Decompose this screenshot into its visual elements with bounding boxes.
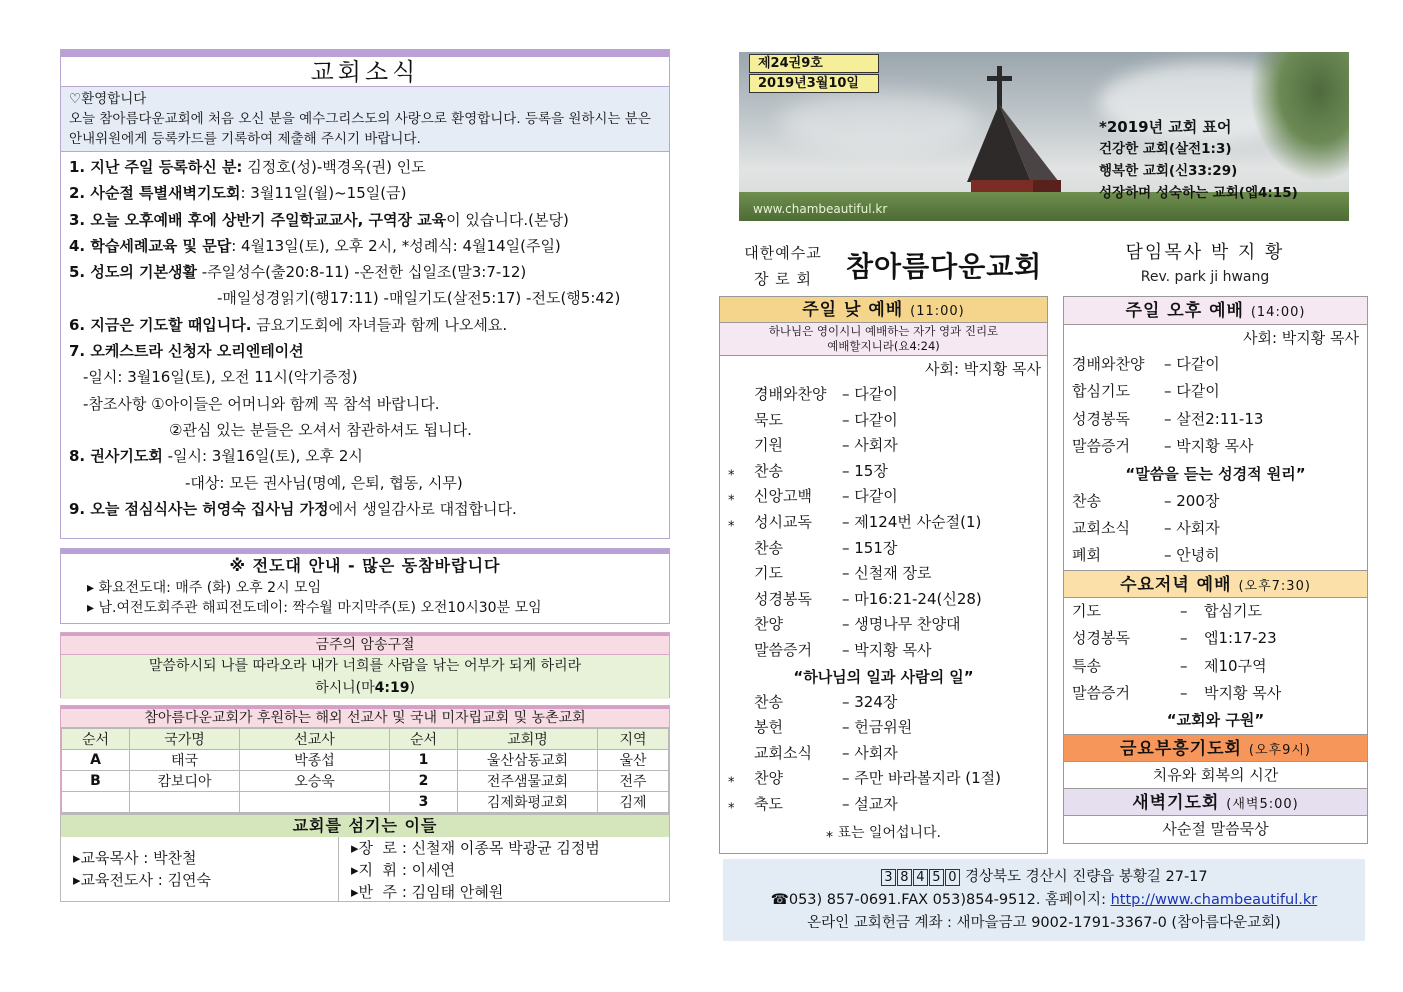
worship-row: ⁎ 신앙고백 – 다같이 [728, 487, 898, 506]
evangelism-line: ▸ 화요전도대: 매주 (화) 오후 2시 모임 [87, 580, 322, 596]
servers-right: ▸장 로 : 신철재 이종목 박광균 김정범 ▸지 휘 : 이세연 ▸반 주 : 김임태 안혜원 [351, 839, 600, 901]
worship-row: 성경봉독 – 살전2:11-13 [1072, 409, 1264, 428]
offering-account: 온라인 교회헌금 계좌 : 새마을금고 9002-1791-3367-0 (참아름다운교회) [807, 915, 1281, 931]
evangelism-title: ※ 전도대 안내 - 많은 동참바랍니다 [229, 556, 501, 575]
service-verse: 하나님은 영이시니 예배하는 자가 영과 진리로 예배할지니라(요4:24) [720, 323, 1047, 356]
news-items [61, 152, 669, 524]
worship-row: 기도 – 합심기도 [1072, 601, 1262, 620]
zip-code: 3 8 4 5 0 [880, 869, 960, 885]
news-item-cont: -참조사항 ①아이들은 어머니와 함께 꼭 참석 바랍니다. [83, 394, 440, 413]
pastor-info: 담임목사 박 지 황 Rev. park ji hwang [1125, 242, 1285, 285]
table-row: A 태국 박종섭 1 울산삼동교회 울산 [62, 750, 669, 771]
sunday-afternoon-service [1063, 296, 1368, 844]
contact-line: ☎053) 857-0691.FAX 053)854-9512. 홈페이지: http://www.chambeautiful.kr [770, 892, 1318, 908]
friday-prayer-text: 치유와 회복의 시간 [1152, 766, 1279, 785]
worship-row: ⁎ 축도 – 설교자 [728, 794, 898, 813]
service-host: 사회: 박지황 목사 [924, 360, 1041, 378]
worship-row: 기도 – 신철재 장로 [754, 564, 932, 583]
evangelism-panel [60, 548, 670, 624]
servers-panel [60, 814, 670, 902]
news-item: 9. 오늘 점심식사는 허영숙 집사님 가정에서 생일감사로 대접합니다. [69, 499, 517, 518]
worship-row: 성경봉독 – 마16:21-24(신28) [754, 589, 982, 608]
evangelism-line: ▸ 남.여전도회주관 해피전도데이: 짝수월 마지막주(토) 오전10시30분 모임 [87, 600, 542, 616]
news-item: 1. 지난 주일 등록하신 분: 김정호(성)-백경옥(권) 인도 [69, 158, 426, 176]
worship-row: 특송 – 제10구역 [1072, 656, 1267, 675]
news-item-cont: -대상: 모든 권사님(명예, 은퇴, 협동, 시무) [185, 473, 463, 492]
church-name: 참아름다운교회 [846, 250, 1043, 283]
order-of-worship [720, 382, 1047, 848]
news-item-cont: -일시: 3월16일(토), 오전 11시(악기증정) [83, 368, 358, 387]
missions-panel [60, 705, 670, 814]
memory-verse-panel [60, 632, 670, 698]
worship-row: 찬송 – 200장 [1072, 491, 1220, 510]
worship-row: ⁎ 성시교독 – 제124번 사순절(1) [728, 512, 982, 531]
address-box [723, 859, 1365, 941]
worship-row: 말씀증거 – 박지황 목사 [1072, 683, 1282, 702]
worship-row: ⁎ 찬양 – 주만 바라볼지라 (1절) [728, 769, 1001, 788]
news-item: 8. 권사기도회 -일시: 3월16일(토), 오후 2시 [69, 447, 363, 466]
sunday-morning-title: 주일 낮 예배 (11:00) [720, 297, 1047, 323]
website-watermark: www.chambeautiful.kr [753, 202, 888, 216]
church-motto: *2019년 교회 표어 건강한 교회(살전1:3) 행복한 교회(신33:29) 성장하며 성숙하는 교회(엡4:15) [1099, 118, 1298, 201]
volume-label: 제24권9호 [749, 54, 879, 73]
worship-row: 찬송 – 151장 [754, 538, 898, 557]
news-item-cont: -매일성경읽기(행17:11) -매일기도(살전5:17) -전도(행5:42) [217, 289, 621, 308]
worship-row: 찬송 – 324장 [754, 692, 898, 711]
news-item: 3. 오늘 오후예배 후에 상반기 주일학교교사, 구역장 교육이 있습니다.(본당) [69, 210, 569, 229]
worship-row: 말씀증거 – 박지황 목사 [1072, 437, 1254, 456]
missions-title: 참아름다운교회가 후원하는 해외 선교사 및 국내 미자립교회 및 농촌교회 [61, 709, 669, 728]
worship-row: ⁎ 찬송 – 15장 [728, 461, 888, 480]
church-news-title: 교회소식 [61, 57, 669, 87]
worship-row: 합심기도 – 다같이 [1072, 382, 1220, 401]
memory-verse-text: 말씀하시되 나를 따라오라 내가 너희를 사람을 낚는 어부가 되게 하리라 하시니(마4:19) [61, 655, 669, 699]
denomination: 대한예수교 장 로 회 [744, 244, 822, 288]
sermon-title: “하나님의 일과 사람의 일” [793, 667, 974, 686]
dawn-prayer-title: 새벽기도회 (새벽5:00) [1064, 788, 1367, 816]
servers-title: 교회를 섬기는 이들 [61, 815, 669, 837]
sermon-title: “교회와 구원” [1166, 711, 1265, 730]
worship-row: 교회소식 – 사회자 [754, 743, 898, 762]
worship-row: 묵도 – 다같이 [754, 410, 898, 429]
sunday-afternoon-title: 주일 오후 예배 (14:00) [1064, 297, 1367, 325]
dawn-prayer-text: 사순절 말씀묵상 [1162, 820, 1269, 839]
worship-row: 기원 – 사회자 [754, 436, 898, 455]
news-item: 2. 사순절 특별새벽기도회: 3월11일(월)~15일(금) [69, 184, 407, 203]
worship-row: 교회소식 – 사회자 [1072, 518, 1220, 537]
servers-left: ▸교육목사 : 박찬철 ▸교육전도사 : 김연숙 [61, 837, 339, 901]
news-item-cont: ②관심 있는 분들은 오셔서 참관하셔도 됩니다. [169, 420, 472, 439]
table-row: 3 김제화평교회 김제 [62, 792, 669, 813]
worship-row: 봉헌 – 헌금위원 [754, 718, 913, 737]
sunday-morning-service [719, 296, 1048, 854]
table-header-row: 순서 국가명 선교사 순서 교회명 지역 [62, 729, 669, 750]
date-label: 2019년3월10일 [749, 74, 879, 93]
standing-note: ⁎ 표는 일어섭니다. [825, 824, 942, 841]
wednesday-service-title: 수요저녁 예배 (오후7:30) [1064, 570, 1367, 598]
worship-row: 경배와찬양 – 다같이 [1072, 355, 1220, 373]
news-item: 4. 학습세례교육 및 문답: 4월13일(토), 오후 2시, *성례식: 4월14일(주일) [69, 236, 561, 255]
missions-table [61, 728, 669, 813]
news-item: 6. 지금은 기도할 때입니다. 금요기도회에 자녀들과 함께 나오세요. [69, 315, 508, 334]
worship-row: 성경봉독 – 엡1:17-23 [1072, 629, 1277, 648]
service-host: 사회: 박지황 목사 [1242, 329, 1359, 347]
worship-row: 폐회 – 안녕히 [1072, 546, 1220, 565]
welcome-box [61, 87, 669, 152]
news-item: 5. 성도의 기본생활 -주일성수(출20:8-11) -온전한 십일조(말3:7-12) [69, 263, 527, 282]
welcome-title: ♡환영합니다 [69, 91, 147, 107]
sermon-title: “말씀을 듣는 성경적 원리” [1125, 464, 1306, 483]
table-row: B 캄보디아 오승욱 2 전주샘물교회 전주 [62, 771, 669, 792]
header-image [739, 52, 1349, 221]
worship-row: 말씀증거 – 박지황 목사 [754, 640, 932, 659]
memory-verse-title: 금주의 암송구절 [61, 636, 669, 655]
news-item: 7. 오케스트라 신청자 오리엔테이션 [69, 342, 304, 361]
worship-row: 경배와찬양 – 다같이 [754, 385, 898, 403]
homepage-link[interactable]: http://www.chambeautiful.kr [1110, 892, 1318, 908]
welcome-text: 오늘 참아름다운교회에 처음 오신 분을 예수그리스도의 사랑으로 환영합니다. 등록을 원하시는 분은 안내위원에게 등록카드를 기록하여 제출해 주시기 바랍니다. [69, 111, 651, 147]
church-news-panel [60, 49, 670, 539]
purple-bar [61, 50, 669, 57]
friday-prayer-title: 금요부흥기도회 (오후9시) [1064, 734, 1367, 762]
address-line: 3 8 4 5 0 경상북도 경산시 진량읍 봉황길 27-17 [723, 866, 1365, 889]
worship-row: 찬양 – 생명나무 찬양대 [754, 615, 961, 634]
